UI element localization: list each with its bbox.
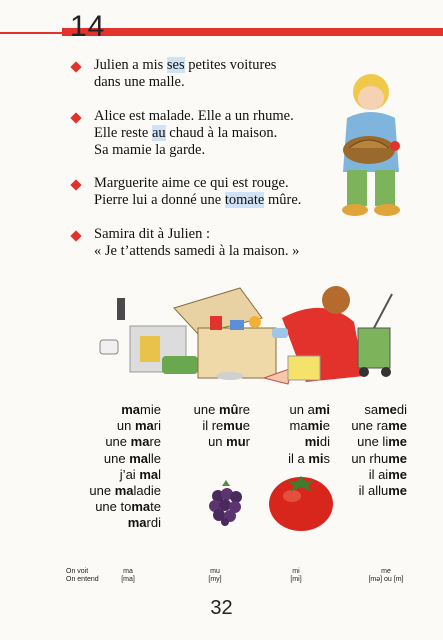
- on-voit-label: On voit: [66, 568, 89, 575]
- paragraph-line: Alice est malade. Elle a un rhume.: [94, 108, 294, 124]
- word-item: mardi: [127, 515, 161, 531]
- word-item: il aime: [368, 466, 407, 482]
- toys-illustration: [92, 278, 404, 390]
- page-number: 32: [210, 597, 233, 619]
- sound-spelling: ma: [123, 568, 133, 575]
- word-item: un mari: [116, 418, 161, 434]
- word-item: j’ai mal: [119, 466, 161, 482]
- paragraph-line: Sa mamie la garde.: [94, 142, 206, 158]
- word-item: une tomate: [95, 499, 161, 515]
- paragraph-line: Samira dit à Julien :: [94, 226, 210, 242]
- sound-group-mu: [200, 568, 230, 584]
- word-item: une malle: [103, 450, 161, 466]
- paragraph-line: Marguerite aime ce qui est rouge.: [94, 175, 289, 191]
- word-item: une maladie: [89, 483, 161, 499]
- paragraph-line: Elle reste au chaud à la maison.: [94, 125, 278, 141]
- sound-phonetic: [ma]: [121, 576, 135, 583]
- paragraph-line: Julien a mis ses petites voitures: [94, 57, 277, 73]
- footer-labels: [66, 568, 99, 584]
- sound-phonetic: [mə] ou [m]: [368, 576, 404, 583]
- word-item: mamie: [121, 402, 161, 417]
- bullet-diamond-icon: [70, 230, 81, 241]
- header-rule: [62, 28, 443, 36]
- paragraph-line: Pierre lui a donné une tomate mûre.: [94, 192, 302, 208]
- word-item: une lime: [357, 434, 407, 450]
- word-item: il a mis: [288, 450, 330, 466]
- word-item: il allume: [358, 483, 407, 499]
- word-item: mamie: [289, 418, 330, 434]
- paragraph-1: [94, 57, 276, 91]
- paragraph-line: « Je t’attends samedi à la maison. »: [94, 243, 300, 259]
- on-entend-label: On entend: [66, 576, 99, 583]
- word-item: il remue: [202, 418, 250, 434]
- sound-spelling: mi: [292, 568, 300, 575]
- paragraph-line: dans une malle.: [94, 74, 185, 90]
- header-rule-left: [0, 32, 62, 34]
- word-item: samedi: [364, 402, 407, 417]
- paragraph-2: [94, 108, 294, 159]
- word-item: un rhume: [351, 450, 407, 466]
- blackberry-illustration: [205, 480, 247, 526]
- word-column-me: [330, 402, 407, 499]
- word-item: un ami: [289, 402, 330, 417]
- word-item: midi: [304, 434, 330, 450]
- sound-group-mi: [281, 568, 311, 584]
- sound-spelling: me: [381, 568, 391, 575]
- lesson-number: 14: [70, 10, 106, 43]
- paragraph-4: [94, 226, 299, 260]
- child-with-turtle-illustration: [325, 62, 420, 222]
- sound-spelling: mu: [210, 568, 220, 575]
- paragraph-3: [94, 175, 301, 209]
- sound-phonetic: [mi]: [290, 576, 302, 583]
- word-item: une rame: [351, 418, 407, 434]
- tomato-illustration: [266, 468, 336, 532]
- sound-group-me: [356, 568, 416, 584]
- word-item: une mûre: [193, 402, 250, 417]
- bullet-diamond-icon: [70, 112, 81, 123]
- word-column-mi: [250, 402, 330, 467]
- sound-group-ma: [113, 568, 143, 584]
- bullet-diamond-icon: [70, 179, 81, 190]
- word-column-mu: [168, 402, 250, 451]
- sound-phonetic: [my]: [208, 576, 222, 583]
- bullet-diamond-icon: [70, 61, 81, 72]
- word-item: un mur: [208, 434, 250, 450]
- word-item: une mare: [105, 434, 161, 450]
- word-column-ma: [58, 402, 161, 532]
